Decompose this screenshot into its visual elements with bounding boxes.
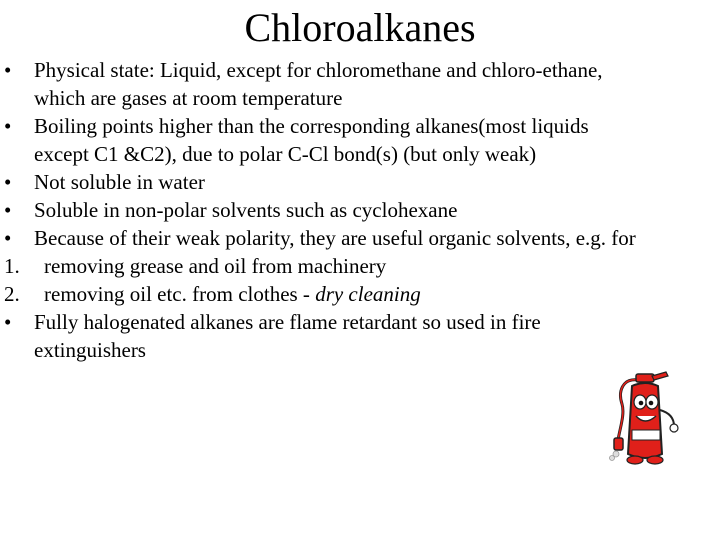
bullet-marker: •: [4, 226, 12, 250]
bullet-text: Because of their weak polarity, they are useful organic solvents, e.g. for: [34, 226, 636, 250]
bullet-marker: •: [4, 170, 12, 194]
bullet-list: [4, 56, 644, 364]
bullet-text: Boiling points higher than the corresponding alkanes(most liquids except C1 &C2), due to polar C-Cl bond(s) (but only weak): [34, 114, 589, 166]
fire-extinguisher-icon: [608, 370, 686, 466]
bullet-text: Not soluble in water: [34, 170, 205, 194]
emphasis-text: dry cleaning: [315, 282, 421, 306]
bullet-marker: •: [4, 114, 12, 138]
numbered-text: removing oil etc. from clothes -: [44, 282, 316, 306]
numbered-item: [4, 280, 644, 308]
list-item: [4, 308, 644, 364]
bullet-marker: •: [4, 58, 12, 82]
bullet-text: Physical state: Liquid, except for chloromethane and chloro-ethane, which are gases at room temperature: [34, 58, 603, 110]
slide-title: Chloroalkanes: [244, 5, 476, 50]
bullet-text: Soluble in non-polar solvents such as cyclohexane: [34, 198, 458, 222]
list-item: [4, 196, 644, 224]
bullet-marker: •: [4, 310, 12, 334]
numbered-text: removing grease and oil from machinery: [44, 254, 387, 278]
list-item: [4, 224, 644, 252]
list-item: [4, 168, 644, 196]
bullet-marker: •: [4, 198, 12, 222]
number-marker: 1.: [4, 254, 20, 278]
numbered-item: [4, 252, 644, 280]
number-marker: 2.: [4, 282, 20, 306]
list-item: [4, 56, 644, 112]
bullet-text: Fully halogenated alkanes are flame retardant so used in fire extinguishers: [34, 310, 541, 362]
list-item: [4, 112, 644, 168]
